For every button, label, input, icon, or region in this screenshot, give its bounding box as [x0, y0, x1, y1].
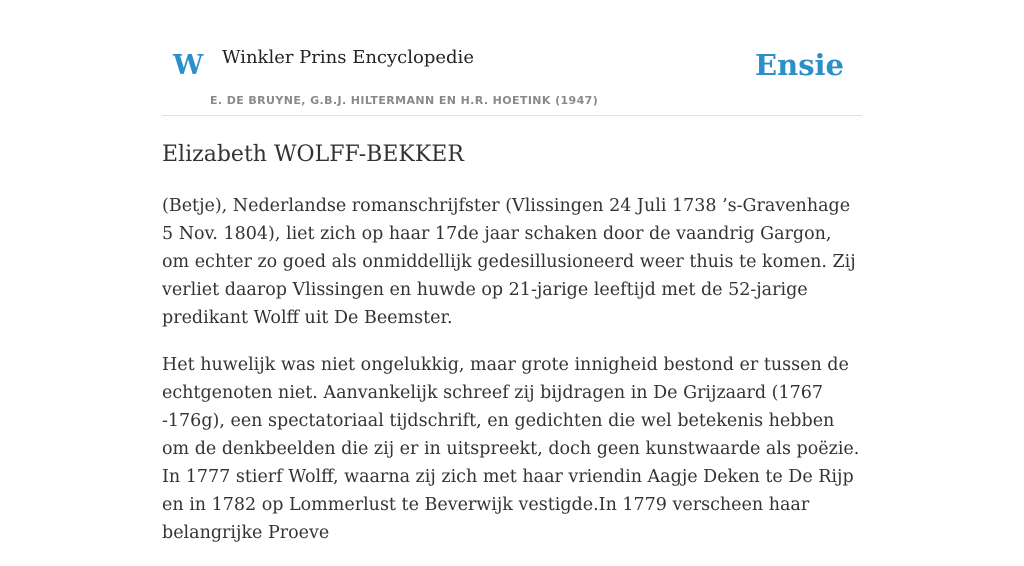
source-title-link[interactable]: Winkler Prins Encyclopedie [222, 47, 474, 68]
article-body [162, 192, 864, 566]
source-header [162, 0, 862, 116]
article-title: Elizabeth WOLFF-BEKKER [162, 142, 464, 167]
source-logo-icon[interactable]: W [173, 50, 204, 81]
source-authors: E. DE BRUYNE, G.B.J. HILTERMANN EN H.R. HOETINK (1947) [210, 94, 599, 107]
page-container [162, 0, 862, 543]
brand-logo[interactable]: Ensie [755, 48, 844, 82]
article-paragraph: (Betje), Nederlandse romanschrijfster (Vlissingen 24 Juli 1738 ’s-Gravenhage 5 Nov. 1804), liet zich op haar 17de jaar schaken door de vaandrig Gargon, om echter zo goed als onmiddellijk gedesillusioneerd weer thuis te komen. Zij verliet daarop Vlissingen en huwde op 21-jarige leeftijd met de 52-jarige predikant Wolff uit De Beemster. [162, 196, 856, 328]
article-paragraph: Het huwelijk was niet ongelukkig, maar grote innigheid bestond er tussen de echtgenoten niet. Aanvankelijk schreef zij bijdragen in De Grijzaard (1767 -176g), een spectatoriaal tijdschrift, en gedichten die wel betekenis hebben om de denkbeelden die zij er in uitspreekt, doch geen kunstwaarde als poëzie. In 1777 stierf Wolff, waarna zij zich met haar vriendin Aagje Deken te De Rijp en in 1782 op Lommerlust te Beverwijk vestigde.In 1779 verscheen haar belangrijke Proeve [162, 355, 860, 543]
